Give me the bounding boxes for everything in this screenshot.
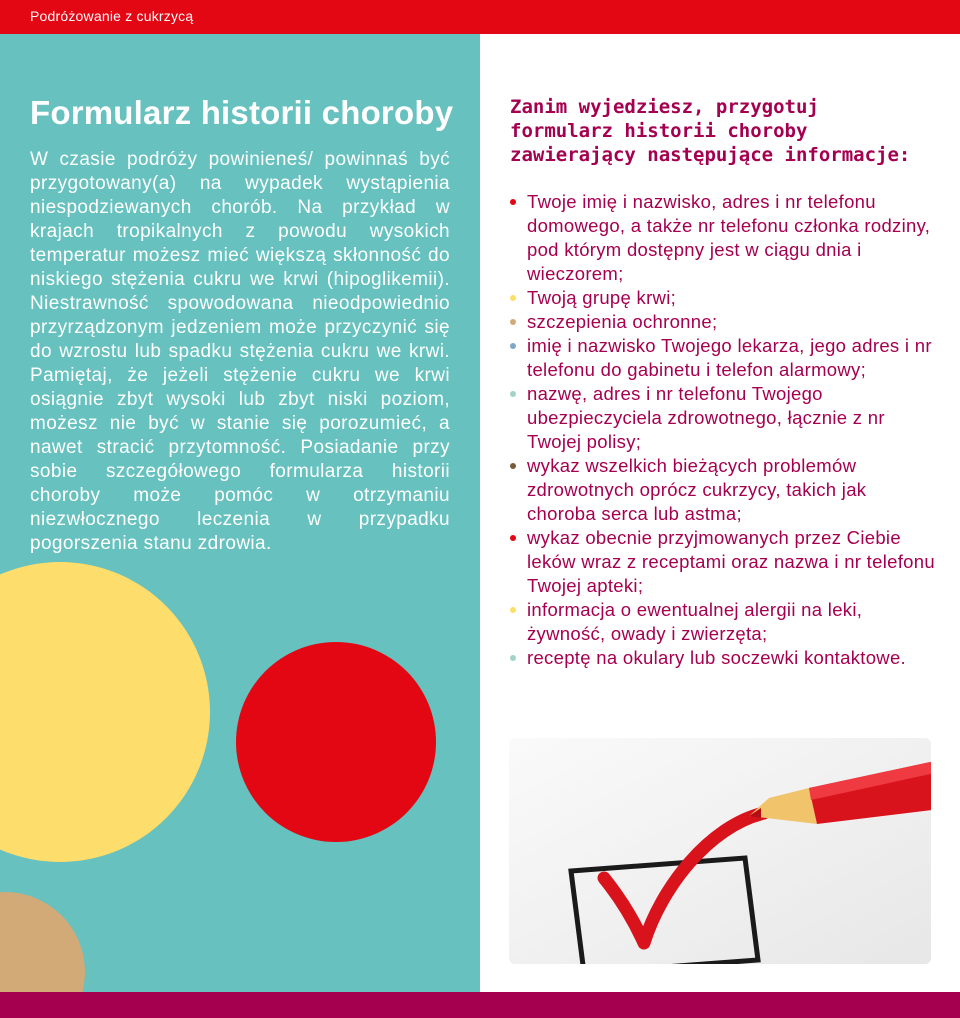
right-heading: Zanim wyjedziesz, przygotuj formularz historii choroby zawierający następujące informacje:: [510, 96, 911, 166]
bullet-dot-icon: [510, 391, 516, 397]
list-item: [510, 334, 935, 382]
bullet-dot-icon: [510, 199, 516, 205]
list-item: [510, 310, 935, 334]
list-item: [510, 454, 935, 526]
left-body-text: W czasie podróży powinieneś/ powinnaś być przygotowany(a) na wypadek wystąpienia niespodziewanych chorób. Na przykład w krajach tropikalnych z powodu wysokich temperatur możesz mieć większą skłonność do niskiego stężenia cukru we krwi (hipoglikemii). Niestrawność spowodowana nieodpowiednio przyrządzonym jedzeniem może przyczynić się do wzrostu lub spadku stężenia cukru we krwi. Pamiętaj, że jeżeli stężenie cukru we krwi osiągnie zbyt wysoki lub zbyt niski poziom, możesz nie być w stanie się porozumieć, a nawet stracić przytomność. Posiadanie przy sobie szczegółowego formularza historii choroby może pomóc w otrzymaniu niezwłocznego leczenia w przypadku pogorszenia stanu zdrowia.: [30, 149, 450, 554]
checklist-pencil-image: [509, 738, 931, 964]
list-item-text: Twoją grupę krwi;: [527, 287, 677, 308]
list-item-text: receptę na okulary lub soczewki kontaktowe.: [527, 647, 906, 668]
list-item-text: nazwę, adres i nr telefonu Twojego ubezpieczyciela zdrowotnego, łącznie z nr Twojej polisy;: [527, 383, 885, 452]
list-item-text: szczepienia ochronne;: [527, 311, 718, 332]
list-item: [510, 382, 935, 454]
list-item-text: imię i nazwisko Twojego lekarza, jego adres i nr telefonu do gabinetu i telefon alarmowy;: [527, 335, 932, 380]
bullet-dot-icon: [510, 463, 516, 469]
left-heading: Formularz historii choroby: [30, 94, 454, 131]
decorative-red-circle: [236, 642, 436, 842]
list-item: [510, 526, 935, 598]
list-item-text: wykaz obecnie przyjmowanych przez Ciebie leków wraz z receptami oraz nazwa i nr telefonu Twojej apteki;: [527, 527, 935, 596]
footer-bar: [0, 992, 960, 1018]
bullet-dot-icon: [510, 535, 516, 541]
bullet-dot-icon: [510, 319, 516, 325]
list-item: [510, 190, 935, 286]
section-title: Podróżowanie z cukrzycą: [30, 8, 194, 24]
decorative-yellow-circle: [0, 562, 210, 862]
bullet-dot-icon: [510, 655, 516, 661]
list-item: [510, 646, 935, 670]
bullet-dot-icon: [510, 607, 516, 613]
list-item-text: Twoje imię i nazwisko, adres i nr telefonu domowego, a także nr telefonu członka rodziny, pod którym dostępny jest w ciągu dnia i wieczorem;: [527, 191, 931, 284]
bullet-dot-icon: [510, 295, 516, 301]
list-item-text: wykaz wszelkich bieżących problemów zdrowotnych oprócz cukrzycy, takich jak choroba serca lub astma;: [527, 455, 867, 524]
decorative-tan-circle: [0, 892, 85, 992]
requirements-list: [510, 190, 935, 670]
list-item: [510, 286, 935, 310]
list-item: [510, 598, 935, 646]
list-item-text: informacja o ewentualnej alergii na leki, żywność, owady i zwierzęta;: [527, 599, 863, 644]
bullet-dot-icon: [510, 343, 516, 349]
header-bar: [0, 0, 960, 34]
